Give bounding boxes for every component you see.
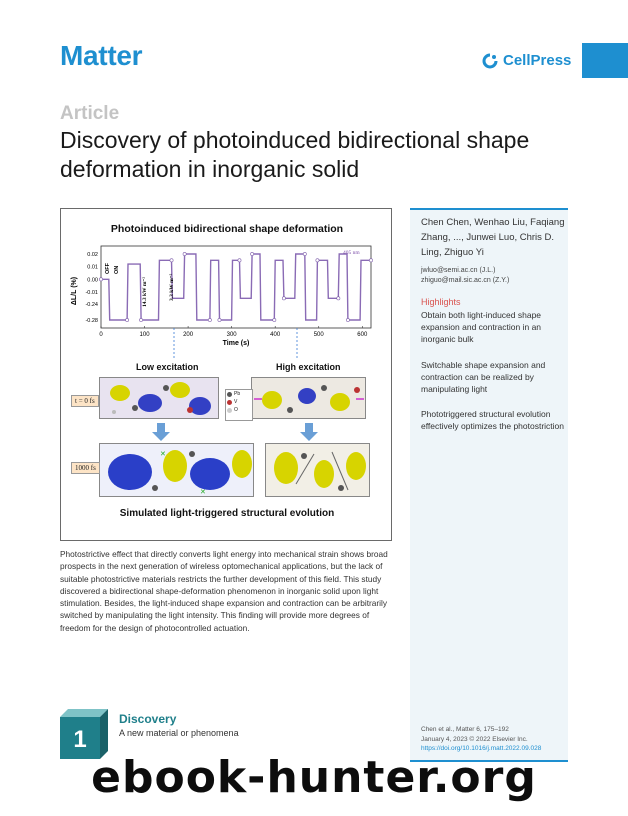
y-tick-label: 0.02 — [87, 252, 98, 258]
legend-o: O — [234, 407, 238, 413]
crystal-low-t0 — [99, 377, 219, 419]
crystal-high-t1000 — [265, 443, 370, 497]
sidebar-panel — [410, 210, 568, 762]
x-tick-label: 400 — [270, 332, 281, 338]
legend-v: V — [234, 399, 238, 405]
annotation-wavelength: 405 nm — [343, 250, 360, 256]
down-arrow-high-icon — [299, 423, 319, 441]
time-tag-1000: 1000 fs — [71, 462, 100, 474]
cellpress-logo[interactable] — [482, 52, 571, 69]
annotation-off: OFF — [105, 263, 111, 274]
correspondence-emails — [421, 266, 566, 286]
x-tick-label: 600 — [357, 332, 368, 338]
authors-list[interactable]: Chen Chen, Wenhao Liu, Faqiang Zhang, ..., Junwei Luo, Chris D. Ling, Zhiguo Yi — [421, 217, 565, 258]
data-point — [170, 259, 173, 262]
data-point — [282, 297, 285, 300]
crystal-high-t0 — [251, 377, 366, 419]
data-point — [251, 252, 254, 255]
data-point — [337, 297, 340, 300]
data-point — [139, 318, 142, 321]
x-mark-icon: ✕ — [160, 451, 166, 458]
data-point — [369, 259, 372, 262]
highlight-item: Switchable shape expansion and contraction can be realized by manipulating light — [421, 360, 546, 394]
highlight-item: Phototriggered structural evolution effectively optimizes the photostriction — [421, 409, 564, 431]
low-excitation-label: Low excitation — [136, 362, 199, 372]
ga-bottom-caption: Simulated light-triggered structural evolution — [119, 508, 335, 519]
summary-paragraph: Photostrictive effect that directly converts light energy into mechanical strain shows broad prospects in the next generation of wireless optomechanical applications, but the lack of suitable photostrictive materials restricts the further development of this field. This study discovered a bidirectional shape-deformation phenomenon in inorganic solid upon light stimulation. Besides, the light-induced shape expansion and contraction can be arbitrarily switched by manipulating the light intensity. This finding will provide more degrees of freedom for the design of photocontrolled actuation. — [60, 549, 388, 633]
data-point — [99, 278, 102, 281]
sidebar-top-rule — [410, 208, 568, 210]
x-tick-label: 0 — [99, 332, 103, 338]
x-tick-label: 100 — [139, 332, 150, 338]
doi-link[interactable]: https://doi.org/10.1016/j.matt.2022.09.028 — [421, 745, 542, 752]
data-point — [183, 252, 186, 255]
element-legend — [225, 389, 253, 421]
time-tag-0: t = 0 fs — [71, 395, 99, 407]
y-tick-label: -0.24 — [85, 302, 98, 308]
discovery-number: 1 — [73, 726, 87, 753]
data-point — [238, 259, 241, 262]
x-tick-label: 200 — [183, 332, 194, 338]
y-tick-label: 0.01 — [87, 264, 98, 271]
down-arrow-low-icon — [151, 423, 171, 441]
y-tick-label: -0.01 — [85, 290, 98, 296]
x-axis-label: Time (s) — [222, 340, 250, 347]
data-point — [346, 318, 349, 321]
article-title: Discovery of photoinduced bidirectional shape deformation in inorganic solid — [60, 127, 530, 182]
x-tick-label: 300 — [226, 332, 237, 338]
x-tick-label: 500 — [313, 332, 324, 338]
data-point — [208, 318, 211, 321]
y-axis-label: ΔL/L (%) — [71, 276, 78, 306]
data-point — [303, 252, 306, 255]
high-excitation-label: High excitation — [276, 362, 341, 372]
pb-legend-icon — [227, 392, 232, 397]
crystal-low-t1000 — [99, 443, 254, 497]
citation-dates: January 4, 2023 © 2022 Elsevier Inc. — [421, 735, 528, 743]
legend-pb: Pb — [234, 391, 241, 397]
cellpress-icon — [482, 53, 498, 69]
corner-brand-block — [582, 43, 628, 78]
annotation-low-intensity: 3.3 kW m⁻² — [169, 273, 175, 301]
data-point — [218, 318, 221, 321]
article-type-label: Article — [60, 103, 120, 124]
y-tick-label: 0.00 — [87, 277, 98, 284]
journal-logo[interactable]: Matter — [60, 40, 143, 71]
graphical-abstract — [60, 208, 392, 541]
data-point — [316, 259, 319, 262]
discovery-label: Discovery — [119, 712, 177, 726]
ga-title: Photoinduced bidirectional shape deformation — [110, 223, 344, 235]
discovery-description: A new material or phenomena — [119, 728, 239, 738]
y-tick-label: -0.28 — [85, 318, 98, 324]
email-2[interactable]: zhiguo@mail.sic.ac.cn (Z.Y.) — [421, 277, 510, 284]
x-mark-icon-2: ✕ — [200, 489, 206, 496]
annotation-high-intensity: 14.3 kW m⁻² — [142, 277, 148, 307]
annotation-on: ON — [114, 265, 120, 274]
cellpress-label: CellPress — [503, 52, 572, 69]
email-1[interactable]: jwluo@semi.ac.cn (J.L.) — [421, 267, 496, 274]
data-point — [126, 318, 129, 321]
strain-chart — [61, 209, 392, 359]
highlight-item: Obtain both light-induced shape expansion and contraction in an inorganic bulk — [421, 310, 542, 344]
citation-ref: Chen et al., Matter 6, 175–192 — [421, 726, 509, 733]
highlights-label: Highlights — [421, 297, 461, 307]
watermark-text[interactable]: ebook-hunter.org — [91, 752, 537, 803]
citation-block — [421, 725, 566, 754]
o-legend-icon — [227, 408, 232, 413]
v-legend-icon — [227, 400, 232, 405]
data-point — [273, 318, 276, 321]
